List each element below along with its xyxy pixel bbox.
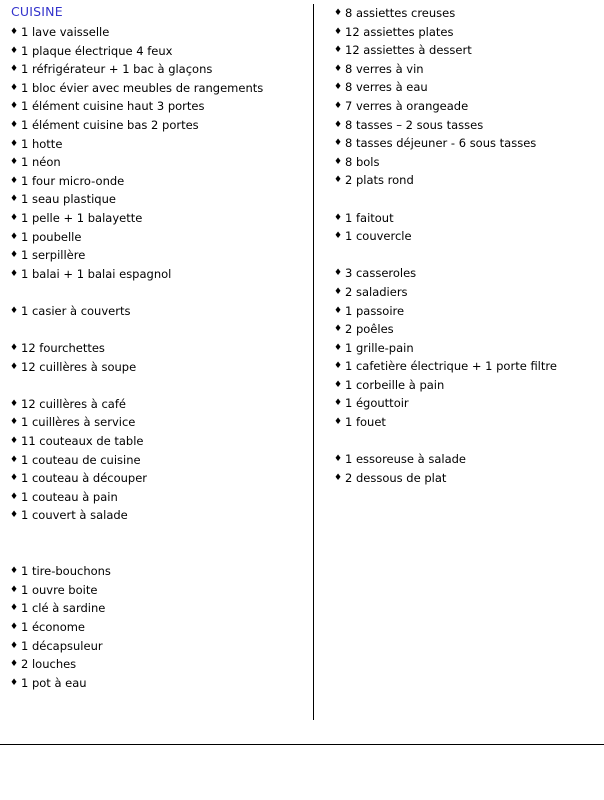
list-item-label: 1 cuillères à service	[21, 415, 136, 430]
list-item	[334, 376, 598, 395]
list-item	[10, 562, 307, 581]
list-item-label: 2 poêles	[345, 322, 394, 337]
diamond-bullet-icon: ♦	[334, 472, 343, 483]
diamond-bullet-icon: ♦	[10, 194, 19, 205]
list-item	[10, 599, 307, 618]
list-item	[10, 655, 307, 674]
list-item	[10, 172, 307, 191]
diamond-bullet-icon: ♦	[10, 250, 19, 261]
list-item-label: 8 verres à eau	[345, 80, 428, 95]
list-item-label: 2 saladiers	[345, 284, 408, 299]
diamond-bullet-icon: ♦	[10, 175, 19, 186]
right-column	[313, 4, 604, 720]
list-item	[10, 116, 307, 135]
diamond-bullet-icon: ♦	[10, 491, 19, 502]
list-item-label: 1 couteau de cuisine	[21, 452, 141, 467]
list-item-label: 1 casier à couverts	[21, 303, 131, 318]
diamond-bullet-icon: ♦	[10, 138, 19, 149]
list-item-label: 1 seau plastique	[21, 192, 116, 207]
diamond-bullet-icon: ♦	[10, 659, 19, 670]
diamond-bullet-icon: ♦	[334, 268, 343, 279]
list-item	[334, 171, 598, 190]
diamond-bullet-icon: ♦	[334, 175, 343, 186]
list-item	[334, 134, 598, 153]
list-item	[10, 153, 307, 172]
list-item-label: 1 couteau à découper	[21, 471, 148, 486]
list-item	[10, 135, 307, 154]
list-item-label: 8 tasses déjeuner - 6 sous tasses	[345, 136, 537, 151]
diamond-bullet-icon: ♦	[334, 342, 343, 353]
diamond-bullet-icon: ♦	[10, 398, 19, 409]
diamond-bullet-icon: ♦	[334, 156, 343, 167]
diamond-bullet-icon: ♦	[10, 473, 19, 484]
list-item	[10, 190, 307, 209]
list-item	[334, 264, 598, 283]
list-item-label: 8 tasses – 2 sous tasses	[345, 117, 484, 132]
list-item	[10, 488, 307, 507]
list-item	[10, 42, 307, 61]
list-item-label: 1 décapsuleur	[21, 638, 103, 653]
two-column-layout	[0, 4, 604, 744]
list-item-label: 1 faitout	[345, 210, 394, 225]
list-item	[10, 581, 307, 600]
diamond-bullet-icon: ♦	[10, 361, 19, 372]
list-item-label: 1 corbeille à pain	[345, 377, 445, 392]
diamond-bullet-icon: ♦	[10, 510, 19, 521]
list-item-label: 1 hotte	[21, 136, 63, 151]
list-item-label: 12 fourchettes	[21, 341, 105, 356]
list-item-label: 1 égouttoir	[345, 396, 409, 411]
page-title: CUISINE	[11, 4, 63, 19]
diamond-bullet-icon: ♦	[334, 26, 343, 37]
list-item	[334, 23, 598, 42]
list-item	[10, 339, 307, 358]
list-item-label: 1 balai + 1 balai espagnol	[21, 266, 172, 281]
list-item	[334, 41, 598, 60]
list-item	[334, 60, 598, 79]
list-item-label: 2 louches	[21, 657, 77, 672]
diamond-bullet-icon: ♦	[334, 324, 343, 335]
list-item	[10, 60, 307, 79]
diamond-bullet-icon: ♦	[334, 305, 343, 316]
list-item	[10, 23, 307, 42]
diamond-bullet-icon: ♦	[10, 82, 19, 93]
list-item-label: 1 tire-bouchons	[21, 564, 111, 579]
diamond-bullet-icon: ♦	[334, 361, 343, 372]
list-item-label: 12 cuillères à café	[21, 396, 126, 411]
diamond-bullet-icon: ♦	[10, 305, 19, 316]
list-spacer	[334, 432, 598, 451]
list-item-label: 8 bols	[345, 154, 380, 169]
list-item	[334, 450, 598, 469]
list-item	[10, 506, 307, 525]
list-item	[10, 674, 307, 693]
list-item	[10, 395, 307, 414]
footer-divider-rule	[0, 744, 604, 745]
list-item-label: 1 ouvre boite	[21, 582, 98, 597]
diamond-bullet-icon: ♦	[10, 268, 19, 279]
list-item	[334, 153, 598, 172]
diamond-bullet-icon: ♦	[334, 138, 343, 149]
list-item-label: 1 four micro-onde	[21, 173, 125, 188]
list-item-label: 1 serpillère	[21, 248, 86, 263]
list-item	[334, 320, 598, 339]
list-item-label: 1 couvercle	[345, 229, 412, 244]
list-item	[10, 209, 307, 228]
diamond-bullet-icon: ♦	[334, 398, 343, 409]
list-item-label: 1 poubelle	[21, 229, 82, 244]
list-item	[10, 637, 307, 656]
list-item	[334, 302, 598, 321]
list-spacer	[334, 190, 598, 209]
diamond-bullet-icon: ♦	[10, 584, 19, 595]
list-item-label: 1 bloc évier avec meubles de rangements	[21, 80, 264, 95]
list-item-label: 12 assiettes plates	[345, 24, 454, 39]
list-item-label: 1 réfrigérateur + 1 bac à glaçons	[21, 62, 213, 77]
list-item-label: 1 grille-pain	[345, 340, 414, 355]
diamond-bullet-icon: ♦	[10, 45, 19, 56]
diamond-bullet-icon: ♦	[10, 566, 19, 577]
diamond-bullet-icon: ♦	[10, 157, 19, 168]
list-item-label: 2 plats rond	[345, 173, 414, 188]
list-item-label: 11 couteaux de table	[21, 434, 144, 449]
diamond-bullet-icon: ♦	[334, 231, 343, 242]
list-item	[10, 97, 307, 116]
list-spacer	[10, 321, 307, 340]
list-item	[10, 618, 307, 637]
list-item	[10, 302, 307, 321]
list-item-label: 8 assiettes creuses	[345, 6, 456, 20]
list-spacer	[10, 376, 307, 395]
list-item	[334, 339, 598, 358]
list-item-label: 1 économe	[21, 620, 86, 634]
diamond-bullet-icon: ♦	[334, 212, 343, 223]
diamond-bullet-icon: ♦	[10, 417, 19, 428]
list-item-label: 1 couteau à pain	[21, 489, 118, 504]
list-item	[334, 4, 598, 23]
diamond-bullet-icon: ♦	[334, 82, 343, 93]
diamond-bullet-icon: ♦	[334, 8, 343, 18]
diamond-bullet-icon: ♦	[10, 212, 19, 223]
left-column	[0, 4, 313, 692]
list-item	[10, 228, 307, 247]
diamond-bullet-icon: ♦	[334, 100, 343, 111]
diamond-bullet-icon: ♦	[10, 119, 19, 130]
list-item-label: 1 élément cuisine bas 2 portes	[21, 117, 199, 132]
list-item	[10, 79, 307, 98]
diamond-bullet-icon: ♦	[334, 119, 343, 130]
list-item	[334, 357, 598, 376]
list-spacer	[10, 544, 307, 563]
list-spacer	[10, 283, 307, 302]
list-item-label: 1 plaque électrique 4 feux	[21, 43, 173, 58]
list-item-label: 1 clé à sardine	[21, 601, 106, 616]
diamond-bullet-icon: ♦	[334, 286, 343, 297]
list-item-label: 12 cuillères à soupe	[21, 359, 137, 374]
list-item	[334, 116, 598, 135]
list-item-label: 1 lave vaisselle	[21, 25, 110, 39]
list-item	[10, 246, 307, 265]
list-item-label: 1 pot à eau	[21, 675, 87, 690]
kitchen-inventory-list-left	[10, 23, 307, 692]
list-spacer	[334, 246, 598, 265]
diamond-bullet-icon: ♦	[334, 45, 343, 56]
diamond-bullet-icon: ♦	[10, 101, 19, 112]
list-item	[334, 469, 598, 488]
diamond-bullet-icon: ♦	[334, 417, 343, 428]
list-item	[10, 451, 307, 470]
list-item	[334, 283, 598, 302]
list-item	[10, 265, 307, 284]
list-item-label: 2 dessous de plat	[345, 470, 447, 485]
list-item-label: 1 pelle + 1 balayette	[21, 210, 143, 225]
list-item-label: 1 fouet	[345, 415, 386, 430]
list-item-label: 1 couvert à salade	[21, 508, 128, 523]
list-item	[334, 78, 598, 97]
list-item-label: 1 essoreuse à salade	[345, 452, 466, 467]
diamond-bullet-icon: ♦	[10, 231, 19, 242]
diamond-bullet-icon: ♦	[10, 640, 19, 651]
list-item	[10, 358, 307, 377]
list-item-label: 1 cafetière électrique + 1 porte filtre	[345, 359, 557, 374]
list-spacer	[10, 525, 307, 544]
list-item	[334, 227, 598, 246]
list-item-label: 7 verres à orangeade	[345, 98, 469, 113]
diamond-bullet-icon: ♦	[10, 64, 19, 75]
list-item-label: 1 passoire	[345, 303, 405, 318]
list-item	[334, 394, 598, 413]
diamond-bullet-icon: ♦	[10, 603, 19, 614]
diamond-bullet-icon: ♦	[10, 343, 19, 354]
list-item-label: 1 élément cuisine haut 3 portes	[21, 99, 205, 114]
list-item-label: 12 assiettes à dessert	[345, 43, 472, 58]
diamond-bullet-icon: ♦	[10, 622, 19, 632]
diamond-bullet-icon: ♦	[10, 436, 19, 447]
diamond-bullet-icon: ♦	[334, 454, 343, 465]
list-item	[10, 469, 307, 488]
list-item-label: 8 verres à vin	[345, 61, 424, 76]
list-item-label: 3 casseroles	[345, 266, 417, 281]
diamond-bullet-icon: ♦	[334, 63, 343, 74]
list-item-label: 1 néon	[21, 155, 61, 170]
list-item	[10, 413, 307, 432]
list-item	[334, 413, 598, 432]
list-item	[334, 97, 598, 116]
list-item	[10, 432, 307, 451]
diamond-bullet-icon: ♦	[10, 27, 19, 37]
diamond-bullet-icon: ♦	[334, 379, 343, 390]
diamond-bullet-icon: ♦	[10, 454, 19, 465]
diamond-bullet-icon: ♦	[10, 677, 19, 688]
kitchen-inventory-list-right	[334, 4, 598, 487]
list-item	[334, 209, 598, 228]
